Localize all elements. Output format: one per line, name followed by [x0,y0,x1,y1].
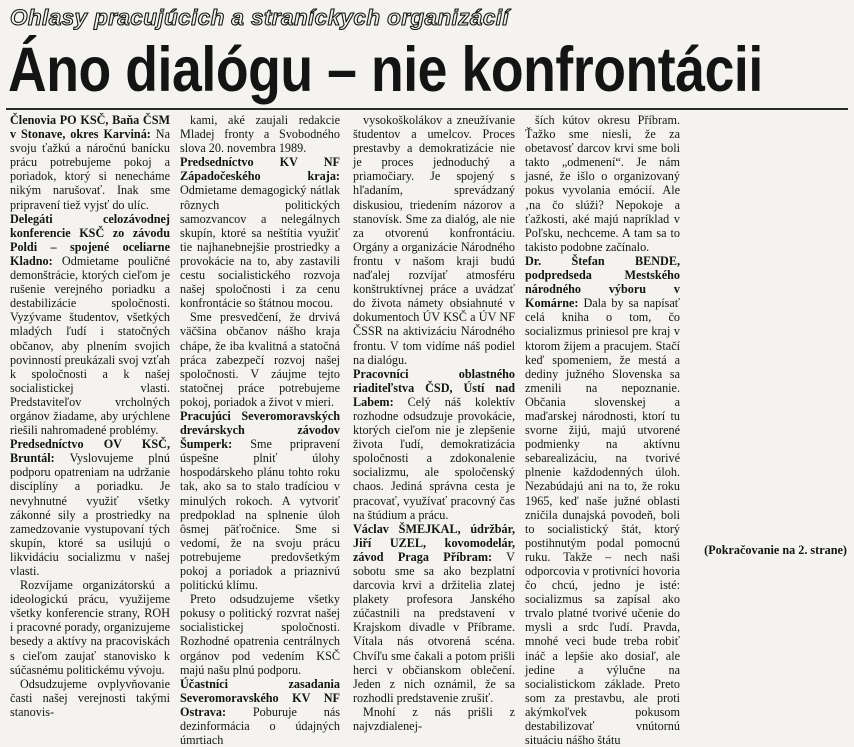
paragraph [353,367,515,522]
paragraph-text: Odmietame demagogický nátlak rôznych politických samozvancov a nelegálnych skupín, ktoré sa neštítia využiť tie najhanebnejšie prostriedky a provokácie na to, aby zastavili cestu socialistického rozvoja našej spoločnosti i za cenu konfrontácie so štátnou mocou. [180,183,340,311]
paragraph-text: Rozvíjame organizátorskú a ideologickú prácu, využijeme všetky konferencie strany, ROH i pracovné porady, organizujeme besedy a aktívy na pracoviskách s cieľom zaujať stanovisko k súčasnému politickému vývoju. [10,578,170,677]
paragraph-text: Celý náš kolektív rozhodne odsudzuje provokácie, ktorých cieľom nie je zlepšenie života ľudí, demokratizácia spoločnosti a zdokonalenie socializmu, ale spoločenský chaos. Jediná správna cesta je pracovať, využívať pracovný čas na štúdium a prácu. [353,394,515,522]
paragraph [180,409,340,592]
paragraph-text: Poburuje nás dezinformácia o údajných úmrtiach [180,704,340,747]
paragraph [353,522,515,705]
kicker-title: Ohlasy pracujúcich a straníckych organizácií [10,5,510,30]
headline: Áno dialógu – nie konfrontácii [8,35,763,105]
paragraph-text: V sobotu sme sa ako bezplatní darcovia krvi a držitelia zlatej plakety profesora Janského zúčastnili na predstavení v Krajskom divadle v Příbrame. Vítala nás otvorená scéna. Chvíľu sme čakali a potom prišli herci v občianskom oblečení. Jeden z nich oznámil, že sa rozhodli predstavenie zrušiť. [353,549,515,705]
paragraph [525,113,680,254]
paragraph-text: Dala by sa napísať celá kniha o tom, čo socializmus priniesol pre kraj v ktorom žijem a pracujem. Stačí keď spomeniem, že mestá a dediny južného Slovenska sa zmenili na nepoznanie. Občania slovenskej a maďarskej národnosti, ktorí tu svorne žijú, majú utvorené podmienky na aktívnu sebarealizáciu, na tvorivé plnenie každodenných úloh. Nezabúdajú ani na to, že roku 1965, keď naše južné oblasti zničila dunajská povodeň, boli to socialistický štát, ktorý postihnutým podal pomocnú ruku. Takže – nech naši odporcovia v protivníci hovoria čo chcú, jedno je isté: socializmus sa zapísal ako trvalo platné tvorivé učenie do mysli a srdc ľudí. Pravda, mnohé veci bude treba robiť ináč a lepšie ako dosiaľ, ale jedine a výlučne na socialistickom základe. Preto som za prestavbu, ale proti akýmkoľvek pokusom destabilizovať vnútornú situáciu nášho štátu [525,296,680,747]
article-column-4 [525,113,680,747]
headline-rule [6,108,848,110]
paragraph [180,677,340,747]
paragraph-heading: Účastníci zasadania Severomoravského KV NF Ostrava: [180,676,340,719]
paragraph-heading: Delegáti celozávodnej konferencie KSČ zo závodu Poldi – spojené oceliarne Kladno: [10,211,170,268]
paragraph-heading: Dr. Štefan BENDE, podpredseda Mestského národného výboru v Komárne: [525,253,680,311]
paragraph [353,705,515,733]
paragraph [180,310,340,409]
paragraph-text: Mnohí z nás prišli z najvzdialenej- [353,704,515,734]
paragraph [180,113,340,155]
paragraph [10,437,170,578]
paragraph-text: kami, aké zaujali redakcie Mladej fronty a Svobodného slova 20. novembra 1989. [180,113,340,156]
paragraph-heading: Predsedníctvo OV KSČ, Bruntál: [10,437,170,466]
paragraph-text: Odmietame pouličné demonštrácie, ktorých cieľom je rušenie verejného poriadku a destabilizácie spoločnosti. Vyzývame študentov, všetkých mladých ľudí i statočných občanov, aby plnením svojich povinností preukázali svoj vzťah k spoločnosti a k našej socialistickej vlasti. Predstaviteľov vrcholných orgánov žiadame, aby urýchlene riešili nahromadené problémy. [10,253,170,438]
paragraph-heading: Pracujúci Severomoravských drevárskych závodov Šumperk: [180,408,340,452]
paragraph-text: vysokoškolákov a zneužívanie študentov a umelcov. Proces prestavby a demokratizácie nie je proces jednoduchý a priamočiary. Je spojený s hľadaním, sprevádzaný diskusiou, triedením názorov a stanovísk. Sme za dialóg, ale nie za otvorenú konfrontáciu. Orgány a organizácie Národného frontu v našom kraji budú naďalej rozvíjať atmosféru konštruktívnej práce a uvádzať do života námety obsiahnuté v dokumentoch ÚV KSČ a ÚV NF ČSSR na aktivizáciu Národného frontu. V tom vidíme náš podiel na dialógu. [353,113,515,367]
paragraph-text: Sme pripravení úspešne plniť úlohy hospodárskeho plánu tohto roku tak, ako sa to stalo tradíciou v minulých rokoch. A vytvoriť predpoklad na splnenie úloh ôsmej päťročnice. Sme si vedomí, že na svoju prácu potrebujeme predovšetkým pokoj a poriadok a priaznivú politickú klímu. [180,437,340,593]
continuation-note: (Pokračovanie na 2. strane) [704,543,847,557]
paragraph-text: Preto odsudzujeme všetky pokusy o politický rozvrat našej socialistickej spoločnosti. Rozhodné opatrenia centrálnych orgánov pod vedením KSČ majú našu plnú podporu. [180,592,340,677]
paragraph [180,155,340,310]
paragraph [10,677,170,719]
paragraph [10,578,170,677]
article-column-1 [10,113,170,719]
paragraph-text: Sme presvedčení, že drvivá väčšina občanov nášho kraja chápe, že iba kvalitná a statočná práca zabezpečí rozvoj našej spoločnosti. V záujme tejto statočnej práce potrebujeme pokoj, poriadok a život v mieri. [180,310,340,409]
paragraph-heading: Pracovníci oblastného riaditeľstva ČSD, Ústí nad Labem: [353,366,515,409]
article-column-3 [353,113,515,734]
paragraph [525,254,680,747]
paragraph-text: Odsudzujeme ovplyvňovanie časti našej verejnosti takými stanovis- [10,676,170,719]
article-column-2 [180,113,340,747]
paragraph-heading: Predsedníctvo KV NF Západočeského kraja: [180,155,340,184]
paragraph-heading: Václav ŠMEJKAL, údržbár, Jiří UZEL, kovomodelár, závod Praga Příbram: [353,521,515,564]
paragraph [180,592,340,677]
paragraph-text: Na svoju ťažkú a náročnú banícku prácu potrebujeme pokoj a poriadok, ktorý si nenecháme nikým narušovať. Inak sme pripravení tiež vyjsť do ulíc. [10,127,170,212]
paragraph-heading: Členovia PO KSČ, Baňa ČSM v Stonave, okres Karviná: [10,113,170,142]
paragraph [353,113,515,367]
paragraph-text: Vyslovujeme plnú podporu opatreniam na udržanie disciplíny a poriadku. Je nevyhnutné využiť všetky zákonné sily a prostriedky na zamedzovanie vystupovaní tých skupín, ktoré sa usilujú o likvidáciu socializmu v našej vlasti. [10,451,170,578]
paragraph [10,113,170,212]
paragraph-text: ších kútov okresu Příbram. Ťažko sme niesli, že za obetavosť darcov krvi sme boli takto „odmenení“. Je nám jasné, že išlo o organizovaný pokus vyvolania emócií. Ale ‚na čo slúži? Nepokoje a ťažkosti, aké majú napríklad v Poľsku, nechceme. A tam sa to takisto podobne začínalo. [525,113,680,254]
paragraph [10,212,170,438]
